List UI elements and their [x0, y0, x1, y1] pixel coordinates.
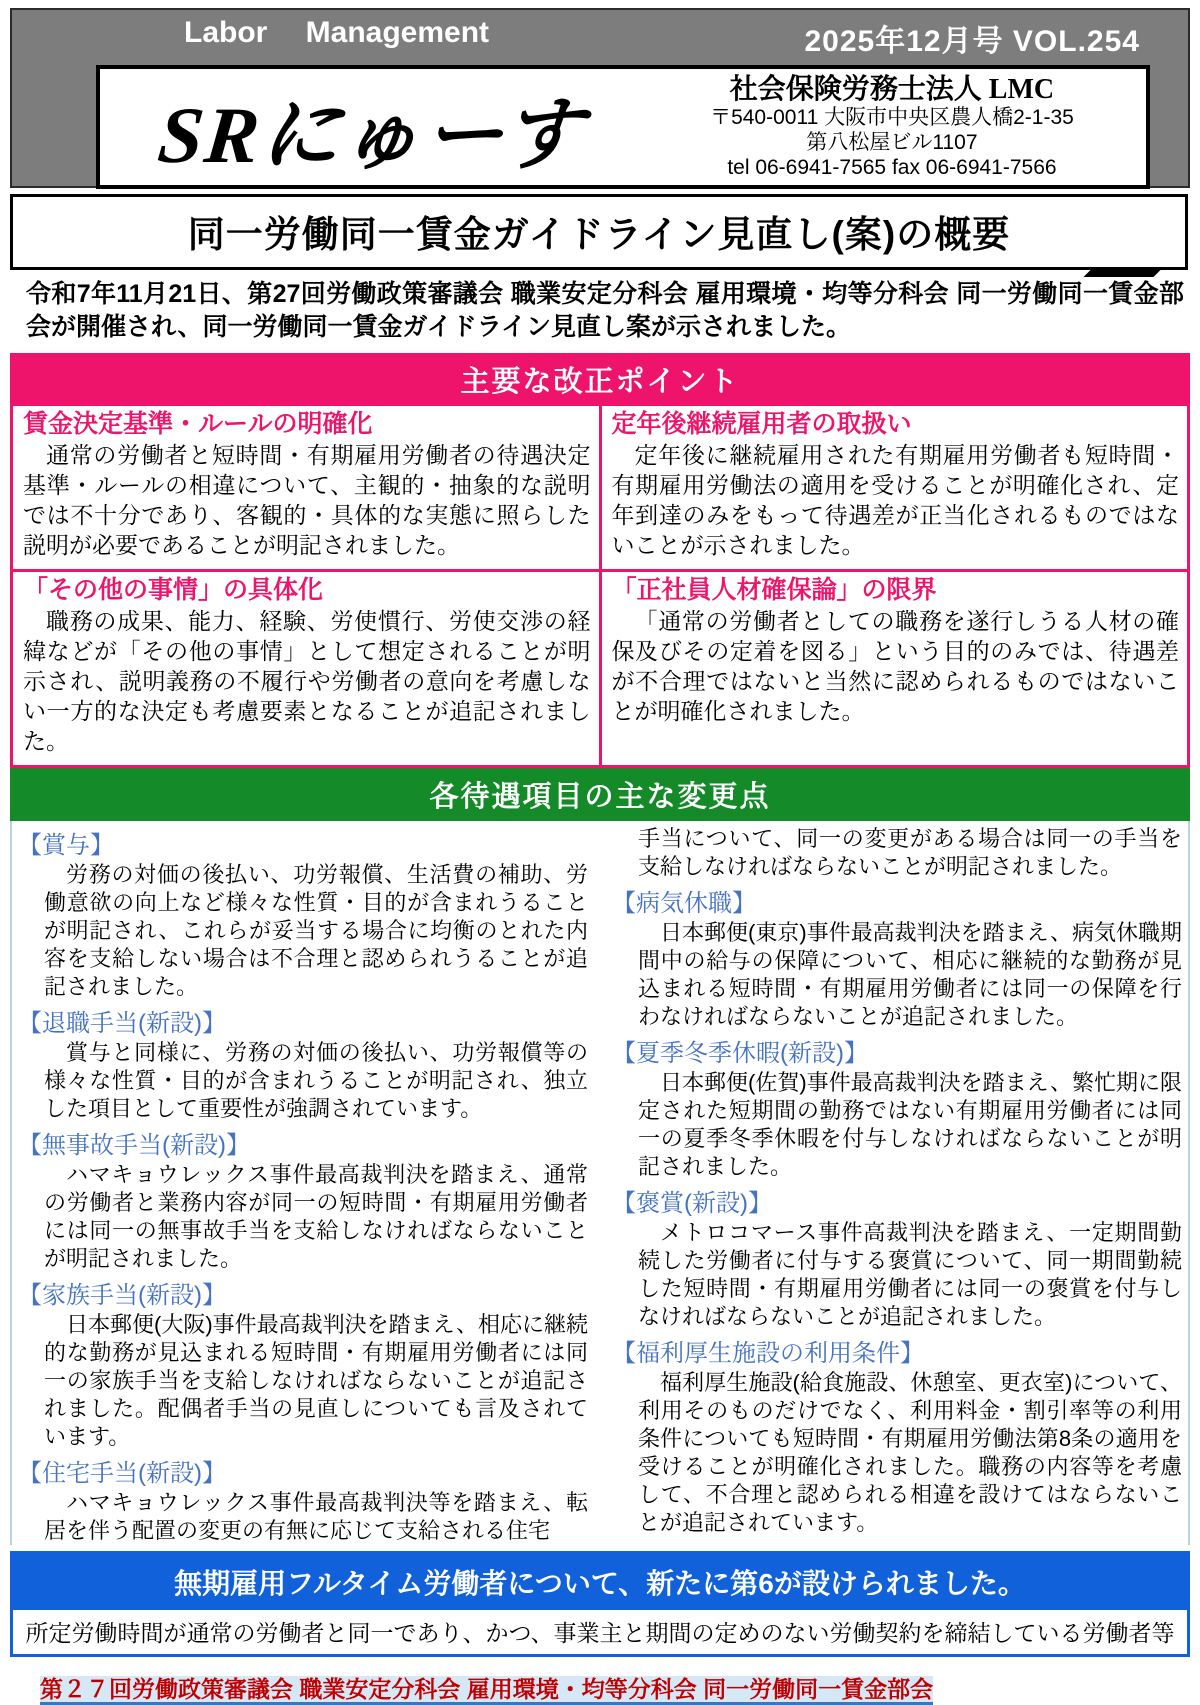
- notice-banner: [10, 1551, 1190, 1657]
- changes-right-column: [612, 823, 1182, 1545]
- point-body: 職務の成果、能力、経験、労使慣行、労使交渉の経緯などが「その他の事情」として想定されることが明示され、説明義務の不履行や労働者の意向を考慮しない一方的な決定も考慮要素となることが追記されました。: [23, 608, 591, 754]
- footer: [40, 1671, 1190, 1704]
- list-item-housing-allowance: [18, 1459, 588, 1545]
- item-heading: 【無事故手当(新設)】: [18, 1131, 250, 1159]
- changes-body: [10, 821, 1190, 1545]
- list-item-welfare-facilities: [612, 1339, 1182, 1537]
- point-body: 定年後に継続雇用された有期雇用労働者も短時間・有期雇用労働法の適用を受けることが明確化され、定年到達のみをもって待遇差が正当化されるものではないことが示されました。: [611, 442, 1179, 558]
- item-heading: 【褒賞(新設)】: [612, 1189, 772, 1217]
- item-body: ハマキョウレックス事件最高裁判決等を踏まえ、転居を伴う配置の変更の有無に応じて支給される住宅: [44, 1489, 588, 1543]
- list-item-family-allowance: [18, 1281, 588, 1451]
- changes-section: [10, 768, 1190, 1545]
- item-heading: 【福利厚生施設の利用条件】: [612, 1339, 924, 1367]
- notice-band-title: 無期雇用フルタイム労働者について、新たに第6が設けられました。: [13, 1554, 1187, 1610]
- item-body: 労務の対価の後払い、功労報償、生活費の補助、労働意欲の向上など様々な性質・目的が含まれうることが明記され、これらが妥当する場合に均衡のとれた内容を支給しない場合は不合理と認められうることが追記されました。: [44, 861, 588, 999]
- list-item-commendation: [612, 1189, 1182, 1331]
- logo-box: [96, 65, 1150, 189]
- list-item-retirement-allowance: [18, 1009, 588, 1123]
- item-heading: 【退職手当(新設)】: [18, 1009, 226, 1037]
- item-body: 日本郵便(佐賀)事件最高裁判決を踏まえ、繁忙期に限定された短期間の勤務ではない有期雇用労働者には同一の夏季冬季休暇を付与しなければならないことが明記されました。: [638, 1069, 1182, 1179]
- changes-left-column: [18, 823, 588, 1545]
- item-heading: 【賞与】: [18, 831, 114, 859]
- point-body: 通常の労働者と短時間・有期雇用労働者の待遇決定基準・ルールの相違について、主観的・抽象的な説明では不十分であり、客観的・具体的な実態に照らした説明が必要であることが明記されました。: [23, 442, 591, 558]
- point-box-post-retirement: [602, 406, 1188, 569]
- page-title: 同一労働同一賃金ガイドライン見直し(案)の概要: [187, 214, 1011, 255]
- points-section-header: 主要な改正ポイント: [10, 353, 1190, 406]
- point-title: 賃金決定基準・ルールの明確化: [23, 410, 373, 438]
- item-body: 賞与と同様に、労務の対価の後払い、功労報償等の様々な性質・目的が含まれうることが明記され、独立した項目として重要性が強調されています。: [44, 1039, 588, 1121]
- point-box-seishain-limit: [602, 572, 1188, 765]
- list-item-no-accident-allowance: [18, 1131, 588, 1273]
- newsletter-logo: SRにゅーす: [154, 91, 588, 180]
- point-box-other-circumstances: [13, 572, 599, 765]
- firm-info: [644, 73, 1146, 180]
- point-box-wage-rules: [13, 406, 599, 569]
- list-item-bonus: [18, 831, 588, 1001]
- source-link[interactable]: 第２７回労働政策審議会 職業安定分科会 雇用環境・均等分科会 同一労働同一賃金部会: [40, 1676, 933, 1705]
- item-heading: 【病気休職】: [612, 889, 756, 917]
- item-body: メトロコマース事件高裁判決を踏まえ、一定期間勤続した労働者に付与する褒賞について、同一期間勤続した短時間・有期雇用労働者には同一の褒賞を付与しなければならないことが追記されました。: [638, 1219, 1182, 1329]
- list-item-summer-winter-leave: [612, 1039, 1182, 1181]
- masthead: [10, 8, 1190, 188]
- point-title: 「その他の事情」の具体化: [23, 575, 324, 604]
- point-title: 定年後継続雇用者の取扱い: [611, 410, 912, 438]
- list-item-housing-allowance-continued: [612, 825, 1182, 881]
- item-body: 福利厚生施設(給食施設、休憩室、更衣室)について、利用そのものだけでなく、利用料金・割引率等の利用条件についても短時間・有期雇用労働法第8条の適用を受けることが明確化されました。職務の内容等を考慮して、不合理と認められる相違を設けてはならないことが追記されています。: [638, 1369, 1182, 1535]
- item-body: 日本郵便(大阪)事件最高裁判決を踏まえ、相応に継続的な勤務が見込まれる短時間・有期雇用労働者には同一の家族手当を支給しなければならないことが追記されました。配偶者手当の見直しについても言及されています。: [44, 1311, 588, 1449]
- item-body: 日本郵便(東京)事件最高裁判決を踏まえ、病気休職期間中の給与の保障について、相応に継続的な勤務が見込まれる短時間・有期雇用労働者には同一の保障を行わなければならないことが追記されました。: [638, 919, 1182, 1029]
- brand-title: Labor Management: [184, 16, 490, 49]
- item-heading: 【家族手当(新設)】: [18, 1281, 226, 1309]
- firm-contact: tel 06-6941-7565 fax 06-6941-7566: [727, 155, 1057, 179]
- firm-address-line1: 〒540-0011 大阪市中央区農人橋2-1-35: [710, 106, 1074, 130]
- main-title-box: [10, 194, 1188, 270]
- item-body: 手当について、同一の変更がある場合は同一の手当を支給しなければならないことが明記されました。: [638, 825, 1182, 879]
- firm-address-line2: 第八松屋ビル1107: [806, 131, 978, 155]
- major-points-section: [10, 353, 1190, 768]
- firm-name: 社会保険労務士法人 LMC: [729, 74, 1055, 106]
- issue-number: 2025年12月号 VOL.254: [804, 25, 1140, 58]
- intro-paragraph: 令和7年11月21日、第27回労働政策審議会 職業安定分科会 雇用環境・均等分科会 同一労働同一賃金部会が開催され、同一労働同一賃金ガイドライン見直し案が示されました。: [26, 280, 1184, 341]
- list-item-sick-leave: [612, 889, 1182, 1031]
- masthead-top-row: [12, 10, 1188, 60]
- item-heading: 【夏季冬季休暇(新設)】: [612, 1039, 868, 1067]
- changes-section-header: 各待遇項目の主な変更点: [10, 768, 1190, 821]
- point-body: 「通常の労働者としての職務を遂行しうる人材の確保及びその定着を図る」という目的のみでは、待遇差が不合理ではないと当然に認められるものではないことが明確化されました。: [611, 608, 1179, 724]
- item-body: ハマキョウレックス事件最高裁判決を踏まえ、通常の労働者と業務内容が同一の短時間・有期雇用労働者には同一の無事故手当を支給しなければならないことが明記されました。: [44, 1161, 588, 1271]
- notice-band-body: 所定労働時間が通常の労働者と同一であり、かつ、事業主と期間の定めのない労働契約を締結している労働者等: [13, 1610, 1187, 1654]
- points-grid: [10, 406, 1190, 768]
- point-title: 「正社員人材確保論」の限界: [611, 575, 937, 604]
- item-heading: 【住宅手当(新設)】: [18, 1459, 226, 1487]
